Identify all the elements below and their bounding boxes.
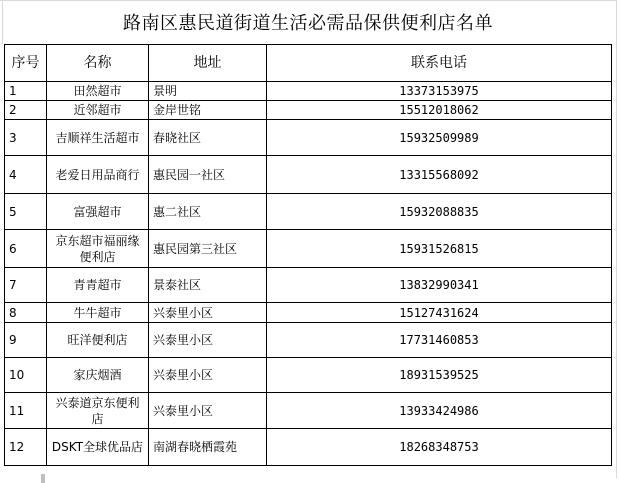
cell-no: 5: [5, 194, 47, 230]
table-row: [5, 120, 612, 156]
cell-no: 12: [5, 429, 47, 466]
cell-address: 兴泰里小区: [149, 303, 267, 323]
cell-phone: 13315568092: [267, 156, 612, 194]
cell-address: 景明: [149, 82, 267, 101]
cell-address: 南湖春晓栖霞苑: [149, 429, 267, 466]
cell-name: 吉顺祥生活超市: [47, 120, 149, 156]
cell-address: 春晓社区: [149, 120, 267, 156]
header-address: 地址: [149, 45, 267, 82]
cell-phone: 15932509989: [267, 120, 612, 156]
cell-name: 京东超市福丽缘便利店: [47, 230, 149, 268]
cell-phone: 18931539525: [267, 358, 612, 393]
store-list-table: [4, 44, 612, 466]
cell-address: 惠二社区: [149, 194, 267, 230]
cell-no: 8: [5, 303, 47, 323]
cell-name: 家庆烟酒: [47, 358, 149, 393]
cell-name: 田然超市: [47, 82, 149, 101]
cell-name: DSKT全球优品店: [47, 429, 149, 466]
cell-phone: 13832990341: [267, 268, 612, 303]
table-row: [5, 101, 612, 120]
cell-name: 富强超市: [47, 194, 149, 230]
cell-address: 惠民园一社区: [149, 156, 267, 194]
cell-name: 兴泰道京东便利店: [47, 393, 149, 429]
header-name: 名称: [47, 45, 149, 82]
text-cursor-marker: [41, 474, 45, 483]
cell-phone: 13373153975: [267, 82, 612, 101]
cell-no: 1: [5, 82, 47, 101]
cell-address: 惠民园第三社区: [149, 230, 267, 268]
cell-no: 3: [5, 120, 47, 156]
table-header-row: [5, 45, 612, 82]
cell-name: 老爱日用品商行: [47, 156, 149, 194]
cell-no: 7: [5, 268, 47, 303]
cell-phone: 15127431624: [267, 303, 612, 323]
header-no: 序号: [5, 45, 47, 82]
cell-phone: 15931526815: [267, 230, 612, 268]
table-row: [5, 230, 612, 268]
table-row: [5, 323, 612, 358]
table-row: [5, 429, 612, 466]
table-row: [5, 268, 612, 303]
table-row: [5, 358, 612, 393]
cell-address: 兴泰里小区: [149, 358, 267, 393]
table-row: [5, 156, 612, 194]
cell-no: 9: [5, 323, 47, 358]
cell-phone: 17731460853: [267, 323, 612, 358]
cell-address: 金岸世铭: [149, 101, 267, 120]
header-phone: 联系电话: [267, 45, 612, 82]
cell-name: 旺洋便利店: [47, 323, 149, 358]
cell-address: 兴泰里小区: [149, 323, 267, 358]
cell-no: 2: [5, 101, 47, 120]
cell-phone: 18268348753: [267, 429, 612, 466]
cell-no: 10: [5, 358, 47, 393]
cell-no: 4: [5, 156, 47, 194]
table-row: [5, 303, 612, 323]
cell-phone: 13933424986: [267, 393, 612, 429]
cell-name: 近邻超市: [47, 101, 149, 120]
cell-phone: 15932088835: [267, 194, 612, 230]
document-title: 路南区惠民道街道生活必需品保供便利店名单: [123, 13, 493, 34]
table-row: [5, 82, 612, 101]
cell-name: 青青超市: [47, 268, 149, 303]
table-row: [5, 194, 612, 230]
cell-name: 牛牛超市: [47, 303, 149, 323]
cell-no: 11: [5, 393, 47, 429]
cell-phone: 15512018062: [267, 101, 612, 120]
cell-address: 景泰社区: [149, 268, 267, 303]
table-row: [5, 393, 612, 429]
page-border-right: [616, 0, 617, 478]
cell-no: 6: [5, 230, 47, 268]
cell-address: 兴泰里小区: [149, 393, 267, 429]
